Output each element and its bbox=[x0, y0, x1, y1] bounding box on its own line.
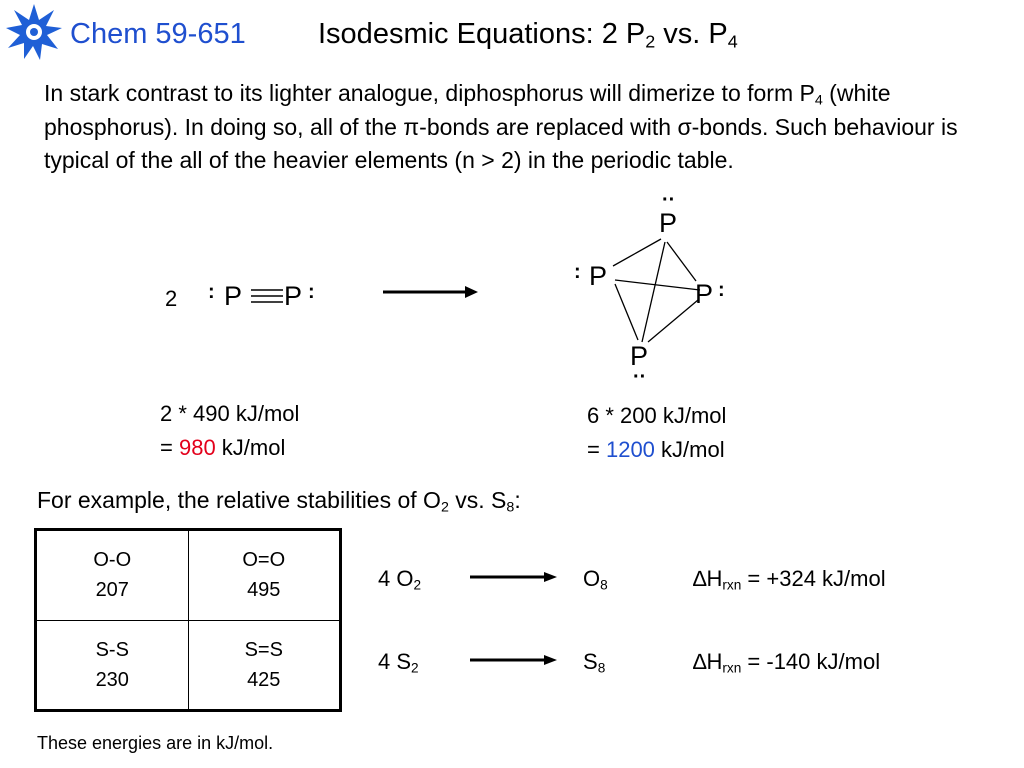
table-cell: O=O 495 bbox=[188, 530, 341, 621]
reaction-2-reactant: 4 $S_2$ bbox=[378, 649, 419, 676]
sigma-symbol: σ bbox=[677, 113, 692, 140]
example-heading: For example, the relative stabilities of $O_2$ vs. $S_8$: bbox=[37, 487, 521, 516]
reaction-1-product: $O_8$ bbox=[583, 566, 608, 593]
reaction-1-enthalpy: $\Delta H_{rxn} = +324$ kJ/mol bbox=[693, 566, 886, 593]
table-cell: S-S 230 bbox=[36, 620, 189, 711]
table-row bbox=[36, 620, 341, 711]
lone-pair: : bbox=[574, 261, 581, 283]
reactant-energy: 2 * 490 kJ/mol = 980 kJ/mol bbox=[160, 401, 300, 460]
reaction-2-product: $S_8$ bbox=[583, 649, 606, 676]
phosphorus-atom-left: P bbox=[589, 261, 608, 291]
reaction-2-enthalpy: $\Delta H_{rxn} = -140$ kJ/mol bbox=[693, 649, 881, 676]
intro-paragraph: In stark contrast to its lighter analogue, diphosphorus will dimerize to form $P_4$ (white phosphorus). In doing so, all of the π-bonds are replaced with σ-bonds. Such behaviour is typical of the all of the heavier elements (n > 2) in the periodic table. bbox=[44, 80, 958, 173]
lone-pair: ·· bbox=[662, 189, 676, 211]
slide-title: Isodesmic Equations: 2 $P_2$ vs. $P_4$ bbox=[318, 18, 738, 52]
phosphorus-atom: P bbox=[284, 281, 303, 311]
university-logo-icon bbox=[4, 2, 64, 62]
phosphorus-atom-right: P bbox=[695, 279, 714, 309]
lone-pair: : bbox=[308, 281, 315, 303]
lone-pair: ·· bbox=[633, 366, 647, 388]
bond-energy-table bbox=[34, 528, 342, 712]
reaction-1-arrow bbox=[470, 570, 558, 584]
phosphorus-atom-bottom: P bbox=[630, 341, 649, 371]
reactant-energy-total: 980 bbox=[178, 435, 216, 460]
phosphorus-atom: P bbox=[224, 281, 243, 311]
reactant-coefficient: 2 bbox=[165, 286, 178, 311]
product-energy: 6 * 200 kJ/mol = 1200 kJ/mol bbox=[587, 403, 727, 462]
phosphorus-atom-top: P bbox=[659, 208, 678, 238]
reaction-2-arrow bbox=[470, 653, 558, 667]
course-code: Chem 59-651 bbox=[70, 18, 246, 50]
table-row bbox=[36, 530, 341, 621]
triple-bond bbox=[250, 286, 284, 306]
lone-pair: : bbox=[208, 281, 215, 303]
reaction-1-reactant: 4 $O_2$ bbox=[378, 566, 422, 593]
pi-symbol: π bbox=[403, 113, 420, 140]
product-energy-total: 1200 bbox=[605, 437, 655, 462]
n-variable: n bbox=[462, 147, 475, 173]
table-cell: O-O 207 bbox=[36, 530, 189, 621]
reaction-arrow bbox=[383, 283, 479, 301]
table-cell: S=S 425 bbox=[188, 620, 341, 711]
units-footnote: These energies are in kJ/mol. bbox=[37, 733, 274, 753]
lone-pair: : bbox=[718, 279, 725, 301]
